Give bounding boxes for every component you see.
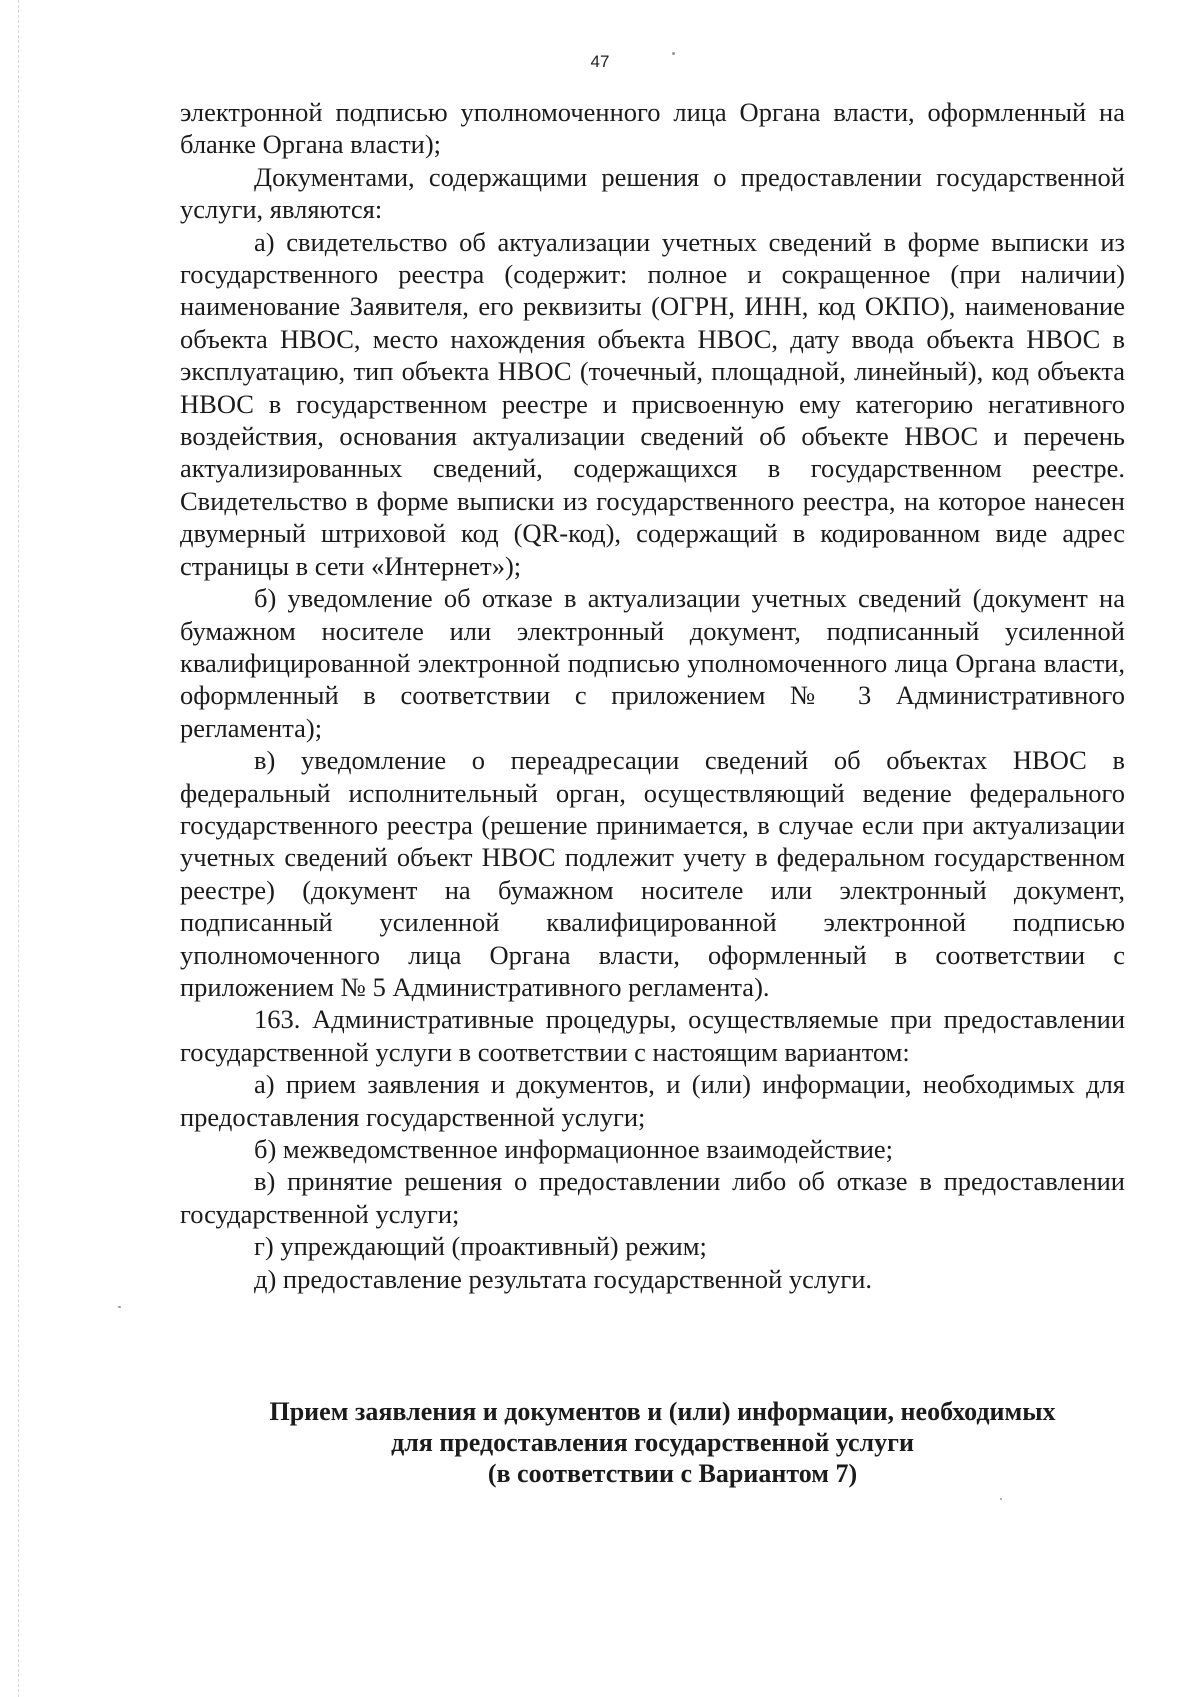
document-body	[180, 96, 1125, 1295]
procedure-item-b: б) межведомственное информационное взаимодействие;	[254, 1134, 894, 1164]
list-item-c-redirect: в) уведомление о переадресации сведений об объектах НВОС в федеральный исполнительный орган, осуществляющий ведение федерального государственного реестра (решение принимается, в случае если при актуализации учетных сведений объект НВОС подлежит учету в федеральном государственном реестре) (документ на бумажном носителе или электронный документ, подписанный усиленной квалифицированной электронной подписью уполномоченного лица Органа власти, оформленный в соответствии с приложением № 5 Административного регламента).	[180, 745, 1125, 1002]
procedure-item-e: д) предоставление результата государственной услуги.	[254, 1263, 873, 1294]
procedure-item-d: г) упреждающий (проактивный) режим;	[254, 1231, 707, 1262]
procedure-item-a: а) прием заявления и документов, и (или) информации, необходимых для предоставления государственной услуги;	[180, 1069, 1125, 1132]
list-item-b-refusal: б) уведомление об отказе в актуализации учетных сведений (документ на бумажном носителе или электронный документ, подписанный усиленной квалифицированной электронной подписью уполномоченного лица Органа власти, оформленный в соответствии с приложением № 3 Административного регламента);	[180, 583, 1125, 743]
procedure-item-c: в) принятие решения о предоставлении либо об отказе в предоставлении государственной услуги;	[180, 1166, 1125, 1229]
paragraph-163-procedures: 163. Административные процедуры, осуществляемые при предоставлении государственной услуги в соответствии с настоящим вариантом:	[180, 1004, 1125, 1067]
section-heading	[180, 1396, 1125, 1489]
page-number: 47	[590, 52, 610, 71]
scan-speck	[1000, 1498, 1002, 1500]
scan-edge-line	[18, 0, 20, 1697]
scan-speck	[118, 1306, 121, 1308]
section-heading-line-1: Прием заявления и документов и (или) информации, необходимых	[269, 1397, 1056, 1426]
paragraph-decision-documents: Документами, содержащими решения о предоставлении государственной услуги, являются:	[180, 161, 1125, 225]
section-heading-line-3: (в соответствии с Вариантом 7)	[487, 1459, 858, 1488]
list-item-a-certificate: а) свидетельство об актуализации учетных сведений в форме выписки из государственного реестра (содержит: полное и сокращенное (при наличии) наименование Заявителя, его реквизиты (ОГРН, ИНН, код ОКПО), наименование объекта НВОС, место нахождения объекта НВОС, дату ввода объекта НВОС в эксплуатацию, тип объекта НВОС (точечный, площадной, линейный), код объекта НВОС в государственном реестре и присвоенную ему категорию негативного воздействия, основания актуализации сведений об объекте НВОС и перечень актуализированных сведений, содержащихся в государственном реестре. Свидетельство в форме выписки из государственного реестра, на которое нанесен двумерный штриховой код (QR-код), содержащий в кодированном виде адрес страницы в сети «Интернет»);	[180, 226, 1125, 581]
paragraph-continuation: электронной подписью уполномоченного лица Органа власти, оформленный на бланке Органа власти);	[180, 97, 1125, 160]
section-heading-line-2: для предоставления государственной услуги	[391, 1428, 914, 1457]
